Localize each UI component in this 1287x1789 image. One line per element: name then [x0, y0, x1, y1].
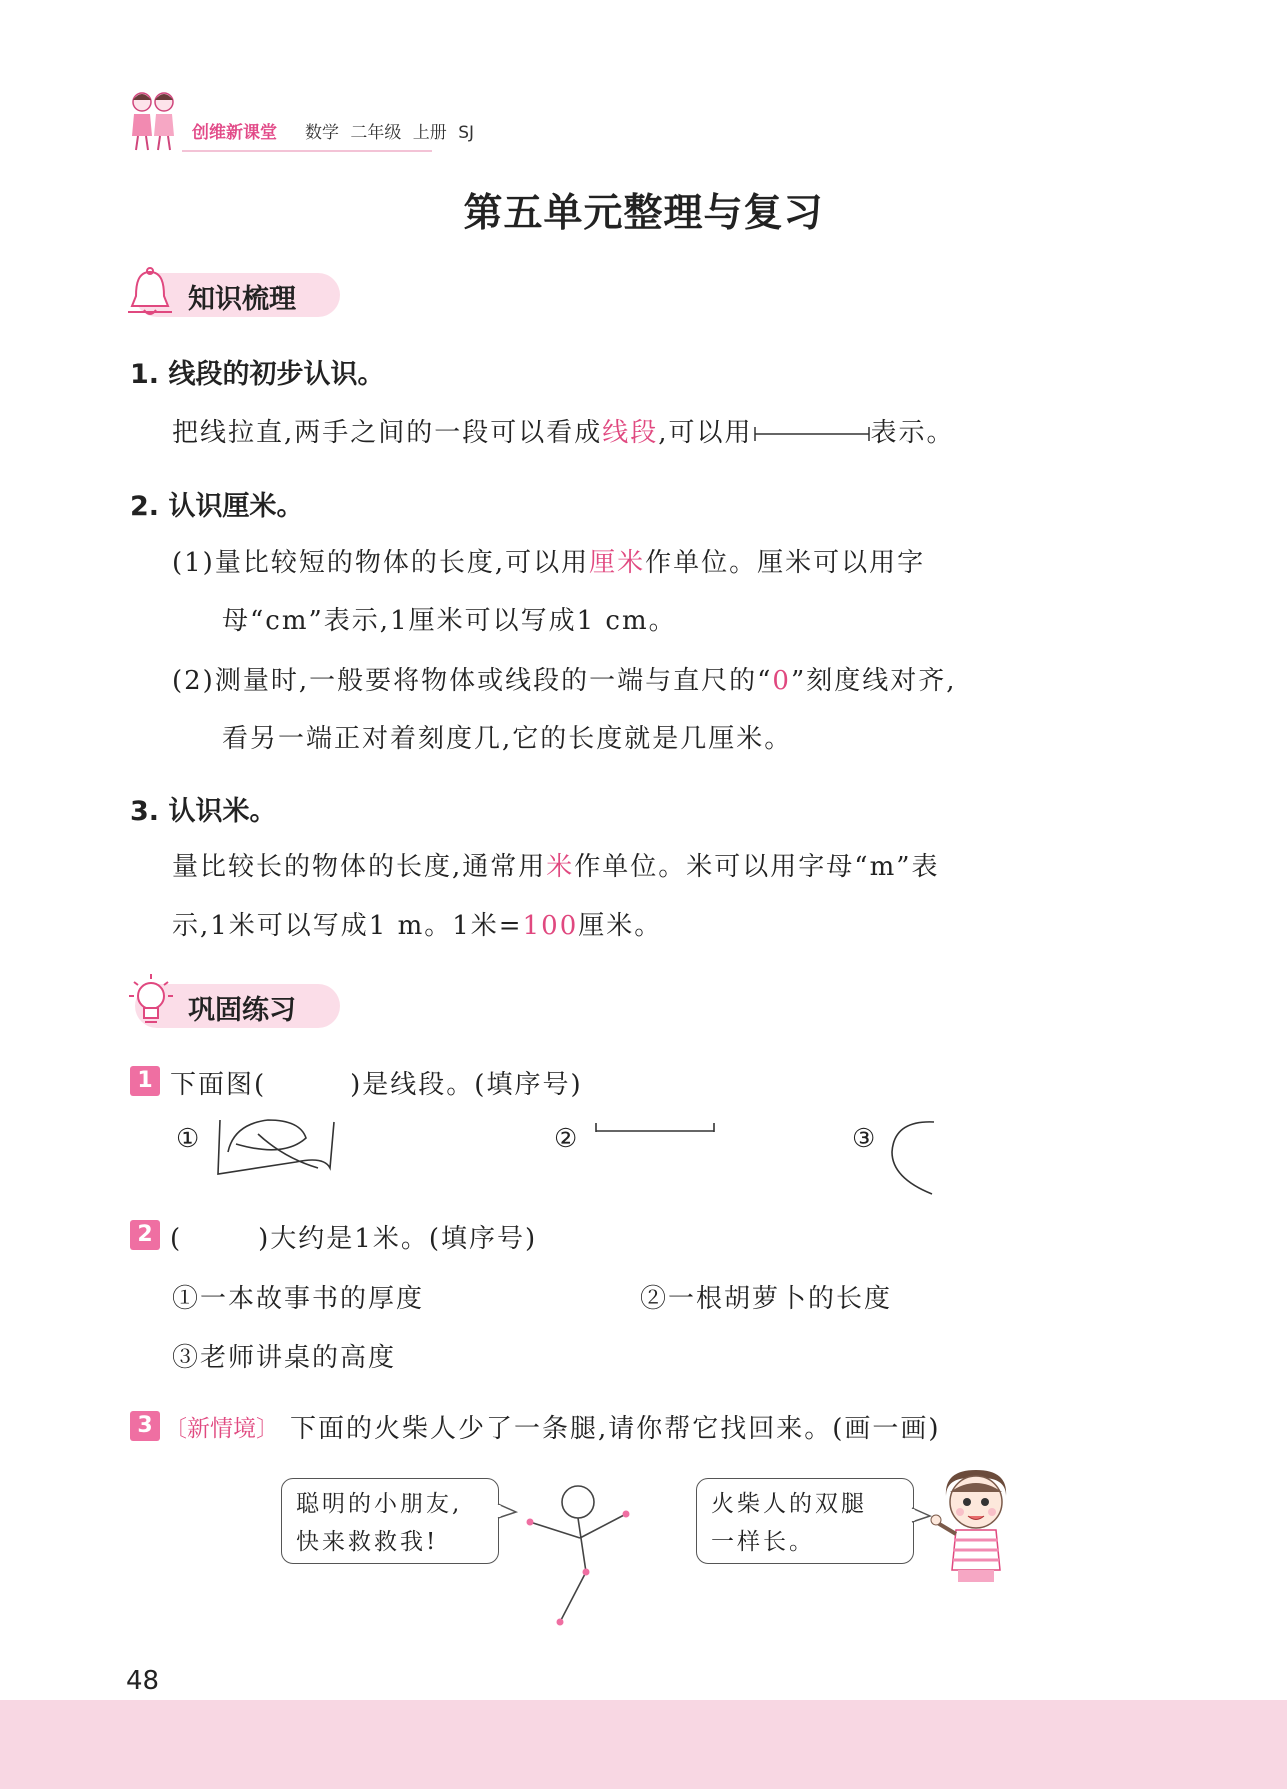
line-segment-symbol — [753, 422, 871, 446]
speech-bubble-left-line-1: 聪明的小朋友, — [296, 1491, 463, 1517]
question-2-badge: 2 — [130, 1220, 160, 1250]
page-number: 48 — [126, 1666, 160, 1696]
item3-line2 — [172, 905, 662, 942]
question-1-text — [170, 1064, 583, 1101]
book-subtitle: 数学 二年级 上册 SJ — [305, 123, 475, 143]
question-1-text-after: )是线段。(填序号) — [350, 1070, 583, 1100]
item2-p1-before: (1)量比较短的物体的长度,可以用 — [172, 548, 590, 578]
question-1-badge: 1 — [130, 1066, 160, 1096]
item2-p1-line1 — [172, 542, 925, 579]
speech-bubble-right-line-2: 一样长。 — [711, 1529, 815, 1555]
speech-bubble-right-line-1: 火柴人的双腿 — [711, 1491, 867, 1517]
question-2-option-1: ①一本故事书的厚度 — [172, 1284, 425, 1314]
stick-figure-missing-leg[interactable] — [520, 1482, 636, 1634]
page-title: 第五单元整理与复习 — [463, 191, 824, 236]
item2-p2-line1 — [172, 660, 957, 697]
question-2-option-2: ②一根胡萝卜的长度 — [640, 1284, 893, 1314]
speech-bubble-left-tail — [492, 1498, 522, 1528]
item2-p1-after: 作单位。厘米可以用字 — [645, 548, 926, 578]
item1-term: 线段 — [602, 418, 659, 448]
item3-term: 米 — [546, 852, 575, 882]
footer-band — [0, 1700, 1287, 1789]
child-character-illustration — [928, 1466, 1024, 1586]
speech-bubble-left-line-2: 快来救救我! — [296, 1529, 439, 1555]
question-3-tag: 〔新情境〕 — [164, 1416, 279, 1442]
figure-curve-loop — [214, 1114, 344, 1180]
item2-p2-before: (2)测量时,一般要将物体或线段的一端与直尺的“ — [172, 666, 773, 696]
question-1-option-3-label: ③ — [852, 1124, 876, 1154]
speech-bubble-right — [696, 1478, 914, 1564]
figure-line-segment — [594, 1120, 716, 1136]
brand-name: 创维新课堂 — [192, 123, 277, 143]
section-review-label: 知识梳理 — [188, 284, 296, 315]
item1-text-before: 把线拉直,两手之间的一段可以看成 — [172, 418, 603, 448]
question-1-text-before: 下面图( — [170, 1070, 267, 1100]
question-1-option-1-label: ① — [176, 1124, 200, 1154]
item3-value: 100 — [522, 911, 579, 941]
question-3-tag-text: 新情境 — [187, 1416, 256, 1442]
item1-text-mid: ,可以用 — [658, 418, 753, 448]
question-2-text — [170, 1218, 537, 1255]
question-3-text: 下面的火柴人少了一条腿,请你帮它找回来。(画一画) — [290, 1414, 941, 1444]
question-1-option-2-label: ② — [554, 1124, 578, 1154]
section-practice-label: 巩固练习 — [188, 995, 296, 1026]
figure-arc — [886, 1118, 936, 1196]
question-2-text-before: ( — [170, 1224, 183, 1254]
item1-text-after: 表示。 — [870, 418, 955, 448]
item2-heading: 2. 认识厘米。 — [130, 491, 304, 522]
bell-icon — [128, 266, 172, 320]
item3-line2-before: 示,1米可以写成1 m。1米= — [172, 911, 523, 941]
question-2-text-after: )大约是1米。(填序号) — [258, 1224, 538, 1254]
item3-line1-before: 量比较长的物体的长度,通常用 — [172, 852, 547, 882]
item1-text — [172, 412, 955, 449]
item3-line1 — [172, 846, 940, 883]
item2-p1-line2: 母“cm”表示,1厘米可以写成1 cm。 — [222, 606, 677, 636]
item2-p2-term: 0 — [772, 666, 791, 696]
header-divider — [182, 150, 432, 152]
item1-heading: 1. 线段的初步认识。 — [130, 359, 385, 390]
brand-mascot-illustration — [124, 88, 182, 154]
item2-p2-line2: 看另一端正对着刻度几,它的长度就是几厘米。 — [222, 724, 793, 754]
item3-line2-after: 厘米。 — [578, 911, 663, 941]
question-2-option-3: ③老师讲桌的高度 — [172, 1343, 397, 1373]
item2-p1-term: 厘米 — [589, 548, 646, 578]
lightbulb-icon — [128, 972, 174, 1030]
item2-p2-after: ”刻度线对齐, — [790, 666, 957, 696]
item3-heading: 3. 认识米。 — [130, 796, 277, 827]
speech-bubble-left — [281, 1478, 499, 1564]
question-3-badge: 3 — [130, 1411, 160, 1441]
item3-line1-after: 作单位。米可以用字母“m”表 — [574, 852, 940, 882]
